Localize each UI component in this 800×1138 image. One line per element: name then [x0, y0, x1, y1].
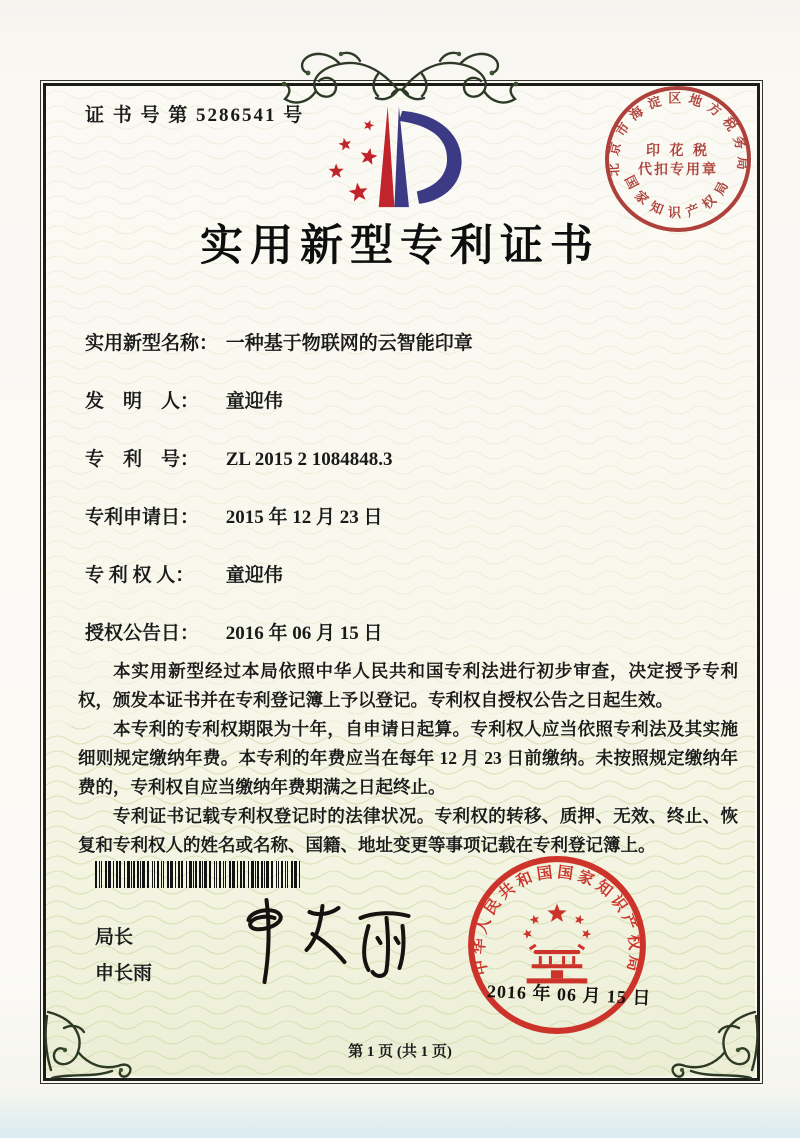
svg-text:国家知识产权局	[622, 173, 734, 220]
field-value: 童迎伟	[225, 391, 283, 412]
certificate-title: 实用新型专利证书	[200, 223, 600, 270]
field-label: 专 利 权 人：	[85, 565, 195, 586]
field-patentee	[85, 560, 715, 586]
office-seal	[463, 851, 651, 1039]
certificate-fields	[85, 328, 715, 676]
field-label: 实用新型名称：	[85, 333, 219, 354]
barcode	[95, 861, 310, 888]
tax-seal-line1: 印 花 税	[646, 144, 710, 159]
field-value: 2016 年 06 月 15 日	[225, 623, 383, 644]
field-filing-date	[85, 502, 715, 528]
legal-paragraph-3: 专利证书记载专利权登记时的法律状况。专利权的转移、质押、无效、终止、恢复和专利权人的姓名或名称、国籍、地址变更等事项记载在专利登记簿上。	[78, 806, 738, 855]
seal-date: 2016 年 06 月 15 日	[486, 981, 652, 1009]
signature-shen-changyu	[212, 890, 427, 990]
field-inventor	[85, 386, 715, 412]
page-number: 第 1 页 (共 1 页)	[348, 1044, 452, 1060]
field-value: 童迎伟	[225, 565, 283, 586]
certificate-number: 证 书 号 第 5286541 号	[85, 105, 305, 126]
sipo-logo	[325, 103, 475, 215]
logo-stars	[329, 120, 378, 202]
logo-red-wedge	[379, 106, 395, 207]
field-patent-number	[85, 444, 715, 470]
field-value: 2015 年 12 月 23 日	[225, 507, 383, 528]
field-value: 一种基于物联网的云智能印章	[225, 333, 473, 354]
svg-text:中华人民共和国国家知识产权局	[469, 862, 645, 977]
field-grant-date	[85, 618, 715, 644]
field-label: 专利申请日：	[85, 507, 200, 528]
signer-name: 申长雨	[95, 963, 153, 984]
tax-stamp-seal	[600, 81, 756, 237]
field-value: ZL 2015 2 1084848.3	[225, 449, 393, 470]
field-label: 授权公告日：	[85, 623, 200, 644]
scan-edge-strip	[0, 1094, 800, 1138]
signer-block	[95, 920, 152, 992]
field-utility-model-name	[85, 328, 715, 354]
national-emblem-icon	[523, 904, 592, 984]
tax-seal-arc-top: 北京市海淀区地方税务局	[605, 90, 751, 177]
tax-seal-arc-bottom: 国家知识产权局	[621, 172, 735, 221]
field-label: 专 利 号：	[85, 449, 200, 470]
legal-text	[78, 657, 738, 860]
tax-seal-line2: 代扣专用章	[638, 163, 718, 178]
logo-p-bowl	[399, 111, 462, 204]
legal-paragraph-1: 本实用新型经过本局依照中华人民共和国专利法进行初步审查，决定授予专利权，颁发本证书并在专利登记簿上予以登记。专利权自授权公告之日起生效。	[78, 661, 738, 710]
signer-role: 局长	[95, 927, 134, 948]
emblem-stars	[523, 904, 592, 939]
office-seal-arc: 中华人民共和国国家知识产权局	[470, 864, 644, 977]
legal-paragraph-2: 本专利的专利权期限为十年，自申请日起算。专利权人应当依照专利法及其实施细则规定缴纳年费。本专利的年费应当在每年 12 月 23 日前缴纳。未按照规定缴纳年费的，专利权自应当缴纳年费期满之日起终止。	[78, 719, 738, 797]
field-label: 发 明 人：	[85, 391, 200, 412]
